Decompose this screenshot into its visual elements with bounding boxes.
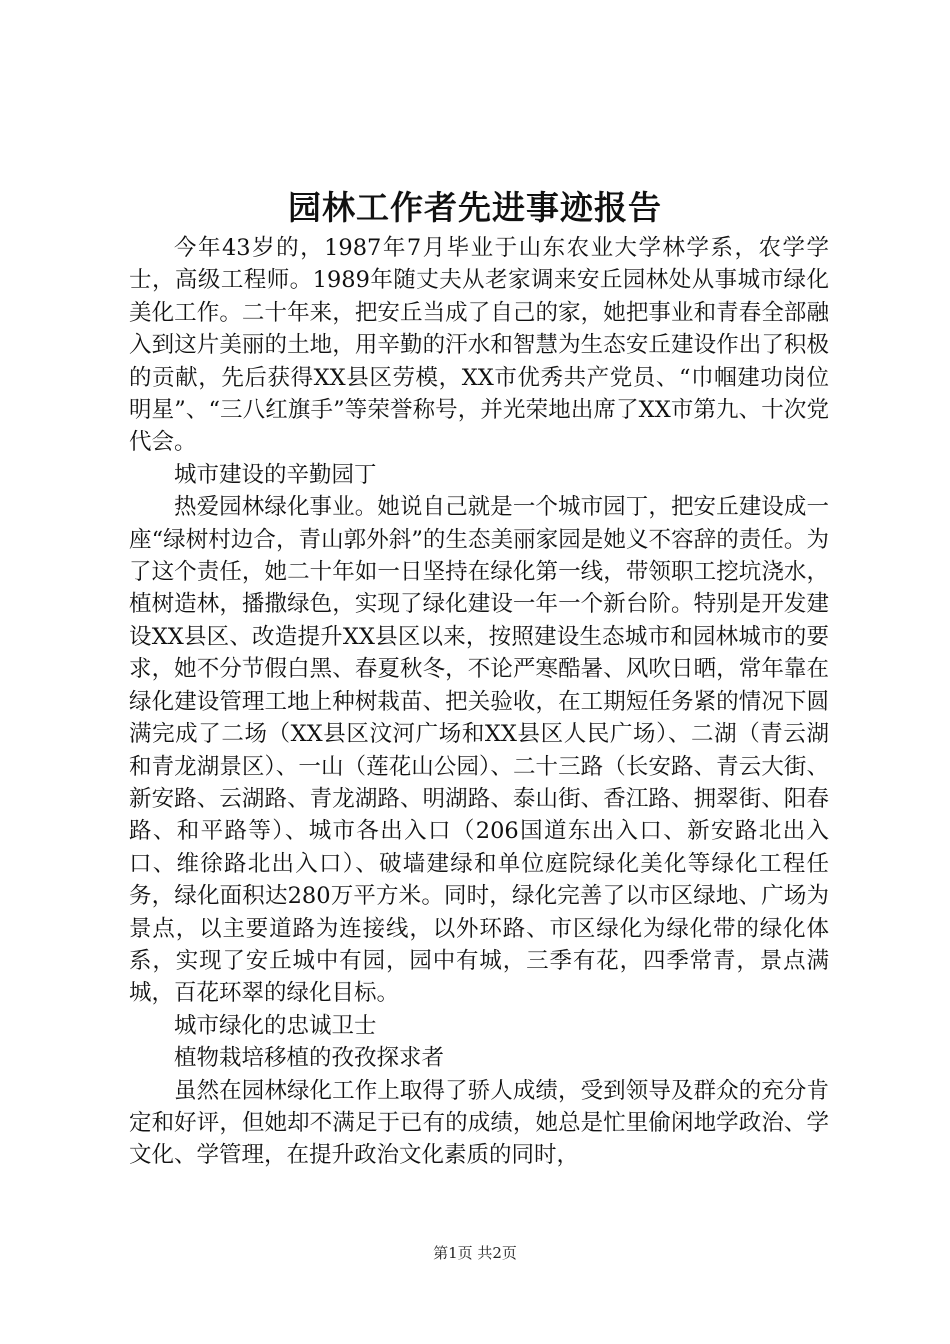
section-heading-gardener: 城市建设的辛勤园丁 [174, 461, 377, 488]
paragraph-study: 虽然在园林绿化工作上取得了骄人成绩，受到领导及群众的充分肯定和好评，但她却不满足于已有的成绩，她总是忙里偷闲地学政治、学文化、学管理，在提升政治文化素质的同时， [129, 1077, 829, 1169]
paragraph-intro: 今年43岁的，1987年7月毕业于山东农业大学林学系，农学学士，高级工程师。1989年随丈夫从老家调来安丘园林处从事城市绿化美化工作。二十年来，把安丘当成了自己的家，她把事业和青春全部融入到这片美丽的土地，用辛勤的汗水和智慧为生态安丘建设作出了积极的贡献，先后获得XX县区劳模，XX市优秀共产党员、“巾帼建功岗位明星”、“三八红旗手”等荣誉称号，并光荣地出席了XX市第九、十次党代会。 [129, 235, 829, 456]
document-body [129, 232, 829, 1172]
page-indicator: 第1页 共2页 [433, 1244, 517, 1262]
document-title: 园林工作者先进事迹报告 [288, 188, 662, 227]
section-heading-guardian: 城市绿化的忠诚卫士 [174, 1012, 377, 1039]
paragraph-gardener: 热爱园林绿化事业。她说自己就是一个城市园丁，把安丘建设成一座“绿树村边合，青山郭外斜”的生态美丽家园是她义不容辞的责任。为了这个责任，她二十年如一日坚持在绿化第一线，带领职工挖坑浇水，植树造林，播撒绿色，实现了绿化建设一年一个新台阶。特别是开发建设XX县区、改造提升XX县区以来，按照建设生态城市和园林城市的要求，她不分节假白黑、春夏秋冬，不论严寒酷暑、风吹日晒，常年靠在绿化建设管理工地上种树栽苗、把关验收，在工期短任务紧的情况下圆满完成了二场（XX县区汶河广场和XX县区人民广场）、二湖（青云湖和青龙湖景区）、一山（莲花山公园）、二十三路（长安路、青云大街、新安路、云湖路、青龙湖路、明湖路、泰山街、香江路、拥翠街、阳春路、和平路等）、城市各出入口（206国道东出入口、新安路北出入口、维徐路北出入口）、破墙建绿和单位庭院绿化美化等绿化工程任务，绿化面积达280万平方米。同时，绿化完善了以市区绿地、广场为景点，以主要道路为连接线，以外环路、市区绿化为绿化带的绿化体系，实现了安丘城中有园，园中有城，三季有花，四季常青，景点满城，百花环翠的绿化目标。 [129, 494, 829, 1007]
section-heading-explorer: 植物栽培移植的孜孜探求者 [174, 1045, 445, 1072]
